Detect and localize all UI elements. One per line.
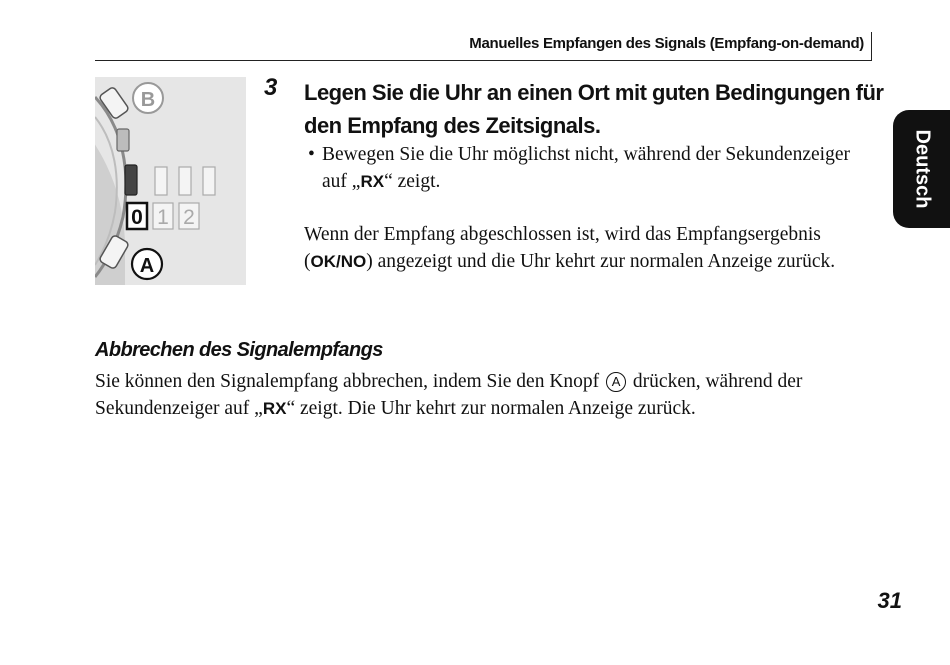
step-title: Legen Sie die Uhr an einen Ort mit guten Bedingungen für den Empfang des Zeitsignals. — [304, 80, 884, 138]
page-number: 31 — [877, 588, 902, 613]
language-tab — [893, 110, 950, 228]
bullet-text-after: “ zeigt. — [384, 171, 441, 192]
header-rule-tick — [871, 32, 872, 61]
button-b-label: B — [140, 89, 156, 111]
bullet-text — [308, 141, 868, 195]
digit-1: 1 — [157, 206, 169, 229]
header-title: Manuelles Empfangen des Signals (Empfang-on-demand) — [469, 35, 864, 52]
step-bullet — [308, 141, 868, 195]
rx-code: RX — [360, 172, 385, 191]
ok-no-code: OK/NO — [310, 252, 367, 271]
result-paragraph — [304, 221, 884, 275]
position-slot-2 — [203, 167, 215, 195]
position-slot-1 — [179, 167, 191, 195]
button-a-label: A — [139, 255, 155, 277]
top-pusher — [117, 129, 129, 151]
header-rule — [95, 60, 872, 61]
section-heading: Abbrechen des Signalempfangs — [95, 339, 383, 361]
watch-diagram — [95, 77, 246, 285]
section-text-middle: drücken, während der Sekundenzeiger auf „ — [95, 371, 803, 419]
digit-2: 2 — [183, 206, 195, 229]
bullet-text-before: Bewegen Sie die Uhr möglichst nicht, während der Sekundenzeiger auf „ — [322, 144, 850, 192]
section-text-after: “ zeigt. Die Uhr kehrt zur normalen Anzeige zurück. — [286, 398, 696, 419]
step-number: 3 — [264, 74, 278, 101]
position-slot-0 — [155, 167, 167, 195]
watch-illustration — [95, 77, 246, 285]
crown-marker — [125, 165, 137, 195]
result-text-before: Wenn der Empfang abgeschlossen ist, wird das Empfangsergebnis ( — [304, 224, 821, 272]
rx-code-2: RX — [262, 399, 287, 418]
button-a-symbol: A — [606, 372, 626, 392]
language-tab-label: Deutsch — [911, 129, 933, 209]
digit-0: 0 — [131, 206, 143, 229]
result-text-after: ) angezeigt und die Uhr kehrt zur normalen Anzeige zurück. — [366, 251, 836, 272]
section-text-before: Sie können den Signalempfang abbrechen, indem Sie den Knopf — [95, 371, 600, 392]
section-paragraph — [95, 368, 875, 422]
bullet-marker: • — [308, 144, 315, 165]
